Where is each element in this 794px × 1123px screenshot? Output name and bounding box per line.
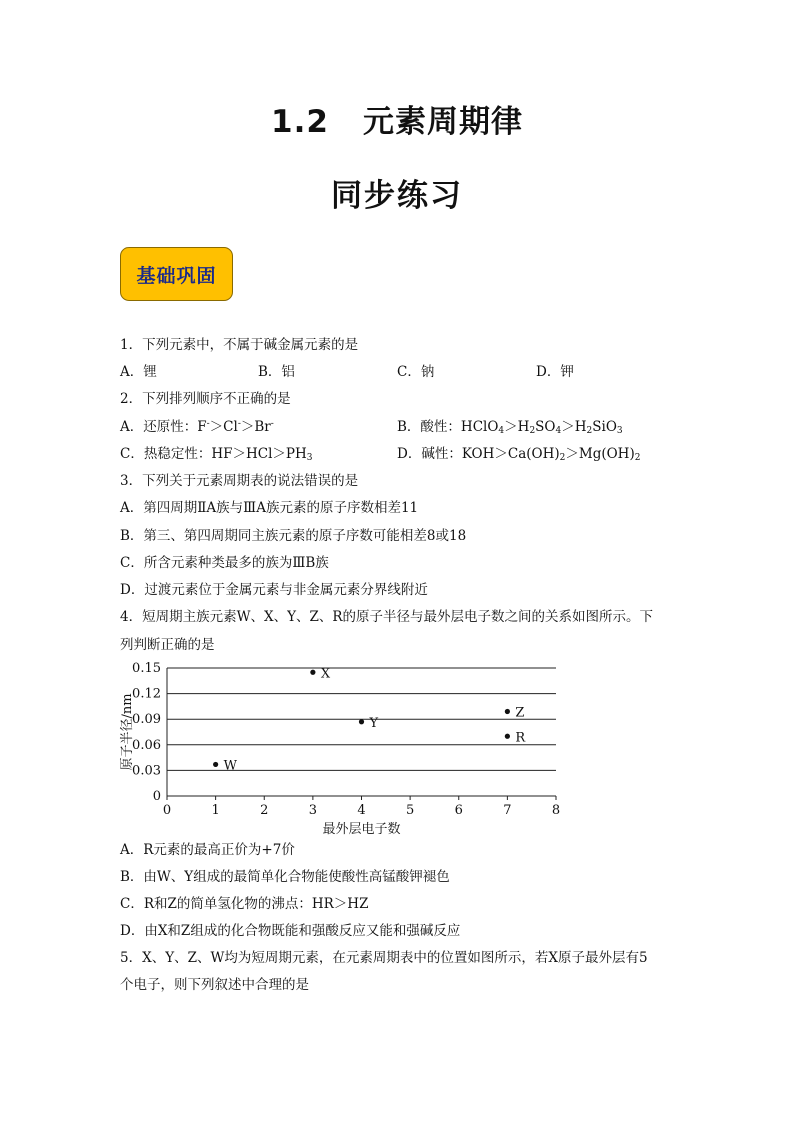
page-subtitle: 同步练习 bbox=[331, 178, 463, 214]
q4-stem-line1: 4．短周期主族元素W、X、Y、Z、R的原子半径与最外层电子数之间的关系如图所示。下 bbox=[120, 609, 654, 625]
q3-option-b[interactable]: B．第三、第四周期同主族元素的原子序数可能相差8或18 bbox=[120, 528, 467, 544]
q3-stem: 3．下列关于元素周期表的说法错误的是 bbox=[120, 473, 359, 489]
y-tick-label: 0.12 bbox=[132, 686, 161, 702]
q2-option-a[interactable]: A．还原性：F-＞Cl-＞Br- bbox=[120, 419, 274, 435]
q1-stem: 1．下列元素中，不属于碱金属元素的是 bbox=[120, 337, 359, 353]
section-number: 1.2 bbox=[271, 104, 329, 140]
data-point-z bbox=[505, 709, 510, 714]
data-point-r bbox=[505, 734, 510, 739]
q5-stem-line2: 个电子，则下列叙述中合理的是 bbox=[120, 977, 309, 993]
page-title bbox=[0, 96, 794, 141]
x-tick-label: 8 bbox=[551, 803, 561, 818]
x-tick-label: 3 bbox=[308, 803, 318, 818]
q2-option-b[interactable]: B．酸性：$HClO_4>H_2SO_4>H_2SiO_3$ bbox=[397, 419, 623, 436]
x-tick-label: 5 bbox=[405, 803, 415, 818]
radius-chart bbox=[112, 656, 582, 840]
y-tick-label: 0 bbox=[152, 789, 161, 804]
section-title: 元素周期律 bbox=[362, 104, 523, 140]
data-point-y bbox=[359, 719, 364, 724]
q1-option-b[interactable]: B．铝 bbox=[258, 364, 295, 380]
q2-stem: 2．下列排列顺序不正确的是 bbox=[120, 391, 291, 407]
q1-option-d[interactable]: D．钾 bbox=[536, 364, 574, 380]
section-badge bbox=[120, 247, 233, 301]
q4-option-b[interactable]: B．由W、Y组成的最简单化合物能使酸性高锰酸钾褪色 bbox=[120, 869, 450, 885]
data-label-x: X bbox=[320, 666, 331, 682]
y-tick-label: 0.06 bbox=[132, 737, 161, 753]
section-badge-label: 基础巩固 bbox=[136, 264, 217, 287]
data-label-r: R bbox=[515, 730, 526, 746]
x-tick-label: 4 bbox=[357, 803, 366, 818]
x-tick-label: 0 bbox=[162, 803, 172, 818]
data-point-x bbox=[310, 670, 315, 675]
q1-option-c[interactable]: C．钠 bbox=[397, 364, 435, 380]
q3-option-a[interactable]: A．第四周期ⅡA族与ⅢA族元素的原子序数相差11 bbox=[120, 500, 419, 516]
data-label-w: W bbox=[223, 758, 237, 774]
y-tick-label: 0.03 bbox=[132, 763, 161, 779]
y-tick-label: 0.09 bbox=[132, 712, 161, 728]
q4-option-c[interactable]: C．R和Z的简单氢化物的沸点：HR＞HZ bbox=[120, 896, 369, 912]
q4-option-a[interactable]: A．R元素的最高正价为+7价 bbox=[120, 842, 295, 858]
data-label-z: Z bbox=[515, 705, 525, 721]
q3-option-c[interactable]: C．所含元素种类最多的族为ⅢB族 bbox=[120, 555, 329, 571]
q3-option-d[interactable]: D．过渡元素位于金属元素与非金属元素分界线附近 bbox=[120, 582, 428, 598]
x-axis-title: 最外层电子数 bbox=[322, 822, 401, 837]
data-label-y: Y bbox=[369, 715, 379, 731]
y-tick-label: 0.15 bbox=[132, 661, 161, 676]
q4-stem-line2: 列判断正确的是 bbox=[120, 637, 215, 653]
x-tick-label: 7 bbox=[503, 803, 512, 818]
x-tick-label: 2 bbox=[260, 803, 269, 818]
data-point-w bbox=[213, 762, 218, 767]
x-tick-label: 6 bbox=[454, 803, 463, 818]
q1-option-a[interactable]: A．锂 bbox=[120, 364, 157, 380]
x-tick-label: 1 bbox=[211, 803, 220, 818]
q5-stem-line1: 5．X、Y、Z、W均为短周期元素，在元素周期表中的位置如图所示，若X原子最外层有5 bbox=[120, 950, 648, 966]
q2-option-c[interactable]: C．热稳定性：$HF>HCl>PH_3$ bbox=[120, 446, 313, 463]
y-axis-title: 原子半径/nm bbox=[120, 693, 135, 771]
q4-option-d[interactable]: D．由X和Z组成的化合物既能和强酸反应又能和强碱反应 bbox=[120, 923, 461, 939]
q2-option-d[interactable]: D．碱性：$KOH>Ca(OH)_2>Mg(OH)_2$ bbox=[397, 446, 641, 463]
